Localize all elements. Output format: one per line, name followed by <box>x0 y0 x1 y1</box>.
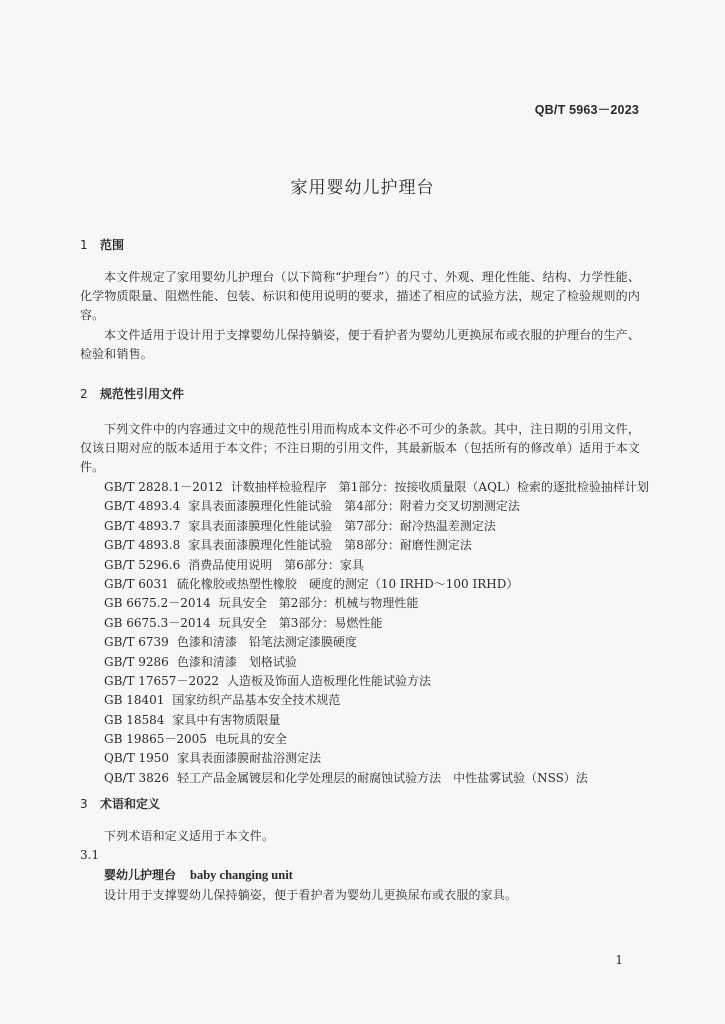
reference-item <box>104 614 649 633</box>
reference-item <box>104 478 649 497</box>
reference-item <box>104 711 649 730</box>
section-3-number: 3 <box>80 797 88 811</box>
standard-number: QB/T 5963－2023 <box>534 103 639 117</box>
reference-item <box>104 575 649 594</box>
reference-code: GB 6675.2－2014 <box>104 596 211 611</box>
reference-item <box>104 517 649 536</box>
reference-title: 家具表面漆膜理化性能试验 第4部分：附着力交叉切割测定法 <box>188 499 520 514</box>
reference-title: 家具中有害物质限量 <box>172 712 281 727</box>
references-intro: 下列文件中的内容通过文中的规范性引用而构成本文件必不可少的条款。其中，注日期的引用文件，仅该日期对应的版本适用于本文件；不注日期的引用文件，其最新版本（包括所有的修改单）适用于本文件。 <box>80 422 640 474</box>
reference-code: GB/T 6739 <box>104 635 169 650</box>
reference-title: 人造板及饰面人造板理化性能试验方法 <box>226 673 431 688</box>
reference-code: GB/T 4893.8 <box>104 538 181 553</box>
reference-code: GB 18584 <box>104 712 165 727</box>
reference-item <box>104 672 649 691</box>
reference-list <box>104 478 649 788</box>
scope-paragraph-2: 本文件适用于设计用于支撑婴幼儿保持躺姿，便于看护者为婴幼儿更换尿布或衣服的护理台的生产、检验和销售。 <box>80 328 640 361</box>
reference-title: 玩具安全 第2部分：机械与物理性能 <box>218 596 419 611</box>
reference-code: GB/T 17657－2022 <box>104 673 219 688</box>
reference-title: 电玩具的安全 <box>214 732 287 747</box>
reference-code: GB/T 6031 <box>104 576 169 591</box>
term-english: baby changing unit <box>190 868 293 882</box>
section-3-heading <box>80 795 160 812</box>
reference-item <box>104 653 649 672</box>
reference-title: 家具表面漆膜耐盐浴测定法 <box>177 751 322 766</box>
reference-title: 国家纺织产品基本安全技术规范 <box>172 693 341 708</box>
section-2-heading <box>80 385 184 402</box>
reference-code: GB 18401 <box>104 693 165 708</box>
reference-code: QB/T 3826 <box>104 770 170 785</box>
section-1-title: 范围 <box>100 238 125 252</box>
reference-code: GB 6675.3－2014 <box>104 615 211 630</box>
section-1-heading <box>80 236 124 253</box>
section-2-title: 规范性引用文件 <box>100 387 185 401</box>
term-definition: 设计用于支撑婴幼儿保持躺姿，便于看护者为婴幼儿更换尿布或衣服的家具。 <box>104 888 518 902</box>
reference-title: 轻工产品金属镀层和化学处理层的耐腐蚀试验方法 中性盐雾试验（NSS）法 <box>177 770 588 785</box>
term-heading <box>104 866 293 883</box>
reference-item <box>104 633 649 652</box>
section-3-title: 术语和定义 <box>100 797 161 811</box>
reference-title: 硫化橡胶或热塑性橡胶 硬度的测定（10 IRHD～100 IRHD） <box>176 576 519 591</box>
document-title: 家用婴幼儿护理台 <box>290 178 435 198</box>
reference-code: GB/T 5296.6 <box>104 557 181 572</box>
reference-title: 消费品使用说明 第6部分：家具 <box>188 557 364 572</box>
reference-item <box>104 691 649 710</box>
term-number: 3.1 <box>80 848 100 862</box>
reference-title: 计数抽样检验程序 第1部分：按接收质量限（AQL）检索的逐批检验抽样计划 <box>230 480 649 494</box>
page-number: 1 <box>615 953 623 967</box>
reference-code: GB/T 9286 <box>104 654 169 669</box>
reference-code: GB 19865－2005 <box>104 732 207 747</box>
reference-code: GB/T 4893.7 <box>104 518 181 533</box>
reference-code: GB/T 2828.1－2012 <box>104 480 223 494</box>
reference-item <box>104 497 649 516</box>
reference-title: 色漆和清漆 铅笔法测定漆膜硬度 <box>176 635 357 650</box>
scope-paragraph-1: 本文件规定了家用婴幼儿护理台（以下简称“护理台”）的尺寸、外观、理化性能、结构、力学性能、化学物质限量、阻燃性能、包装、标识和使用说明的要求，描述了相应的试验方法，规定了检验规则的内容。 <box>80 270 640 322</box>
reference-title: 玩具安全 第3部分：易燃性能 <box>218 615 383 630</box>
reference-item <box>104 749 649 768</box>
section-2-number: 2 <box>80 387 88 401</box>
reference-item <box>104 536 649 555</box>
section-1-number: 1 <box>80 238 88 252</box>
reference-item <box>104 730 649 749</box>
reference-title: 色漆和清漆 划格试验 <box>176 654 297 669</box>
term-chinese: 婴幼儿护理台 <box>104 868 177 882</box>
reference-title: 家具表面漆膜理化性能试验 第8部分：耐磨性测定法 <box>188 538 472 553</box>
reference-item <box>104 556 649 575</box>
reference-title: 家具表面漆膜理化性能试验 第7部分：耐冷热温差测定法 <box>188 518 496 533</box>
terms-intro: 下列术语和定义适用于本文件。 <box>104 829 275 843</box>
reference-item <box>104 769 649 788</box>
reference-item <box>104 594 649 613</box>
reference-code: QB/T 1950 <box>104 751 170 766</box>
reference-code: GB/T 4893.4 <box>104 499 181 514</box>
